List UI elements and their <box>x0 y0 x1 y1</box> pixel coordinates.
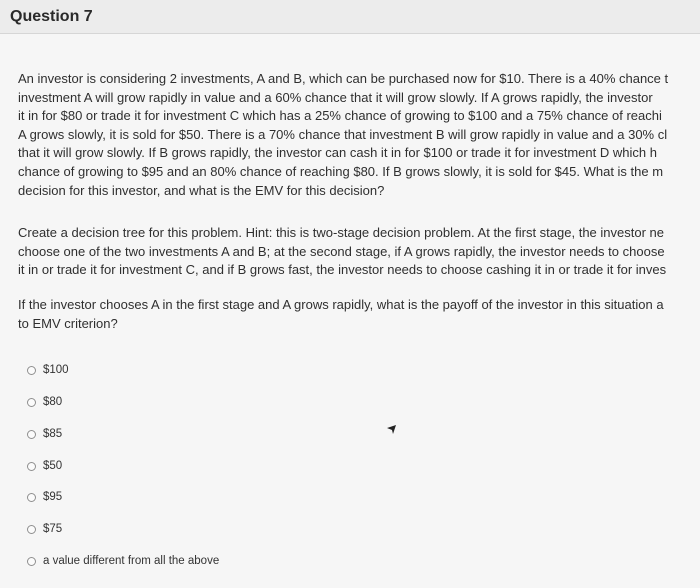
problem-line: decision for this investor, and what is the EMV for this decision? <box>18 182 385 198</box>
answer-option-85[interactable] <box>27 428 62 440</box>
hint-line: Create a decision tree for this problem. Hint: this is two-stage decision problem. At the first stage, the investor ne <box>18 225 664 240</box>
radio-button[interactable] <box>27 462 36 471</box>
prompt-line: If the investor chooses A in the first stage and A grows rapidly, what is the payoff of the investor in this situation a <box>18 297 664 312</box>
radio-button[interactable] <box>27 525 36 534</box>
hint-line: choose one of the two investments A and B; at the second stage, if A grows rapidly, the investor needs to choose <box>18 243 665 259</box>
problem-line: chance of growing to $95 and an 80% chance of reaching $80. If B grows slowly, it is sold for $45. What is the m <box>18 163 664 179</box>
mouse-cursor-icon <box>386 424 398 436</box>
hint-line: it in or trade it for investment C, and if B grows fast, the investor needs to choose cashing it in or trade it for inves <box>18 262 667 278</box>
option-label: $85 <box>43 428 63 440</box>
problem-line: An investor is considering 2 investments, A and B, which can be purchased now for $10. There is a 40% chance t <box>18 71 669 86</box>
radio-button[interactable] <box>27 493 36 502</box>
question-prompt <box>18 296 700 333</box>
prompt-line: to EMV criterion? <box>18 315 118 331</box>
option-label: $50 <box>43 460 63 472</box>
problem-statement <box>18 70 700 200</box>
option-label: $80 <box>43 396 63 408</box>
answer-option-50[interactable] <box>27 460 62 472</box>
option-label: $75 <box>43 523 63 535</box>
hint-text <box>18 224 700 280</box>
radio-button[interactable] <box>27 557 36 566</box>
question-header <box>0 0 700 34</box>
radio-button[interactable] <box>27 366 36 375</box>
problem-line: investment A will grow rapidly in value and a 60% chance that it will grow slowly. If A grows rapidly, the investor <box>18 89 653 105</box>
option-label: $95 <box>43 491 63 503</box>
question-title: Question 7 <box>10 7 93 25</box>
option-label: a value different from all the above <box>43 555 220 567</box>
answer-option-95[interactable] <box>27 491 62 503</box>
problem-line: that it will grow slowly. If B grows rapidly, the investor can cash it in for $100 or trade it for investment D which h <box>18 145 657 161</box>
answer-option-80[interactable] <box>27 396 62 408</box>
option-label: $100 <box>43 364 69 376</box>
question-body <box>0 34 700 588</box>
radio-button[interactable] <box>27 430 36 439</box>
radio-button[interactable] <box>27 398 36 407</box>
problem-line: it in for $80 or trade it for investment C which has a 25% chance of growing to $100 and a 75% chance of reachi <box>18 108 662 124</box>
problem-line: A grows slowly, it is sold for $50. There is a 70% chance that investment B will grow rapidly in value and a 30% cl <box>18 126 668 142</box>
answer-option-100[interactable] <box>27 364 69 376</box>
answer-option-75[interactable] <box>27 523 62 535</box>
answer-option-other[interactable] <box>27 555 219 567</box>
